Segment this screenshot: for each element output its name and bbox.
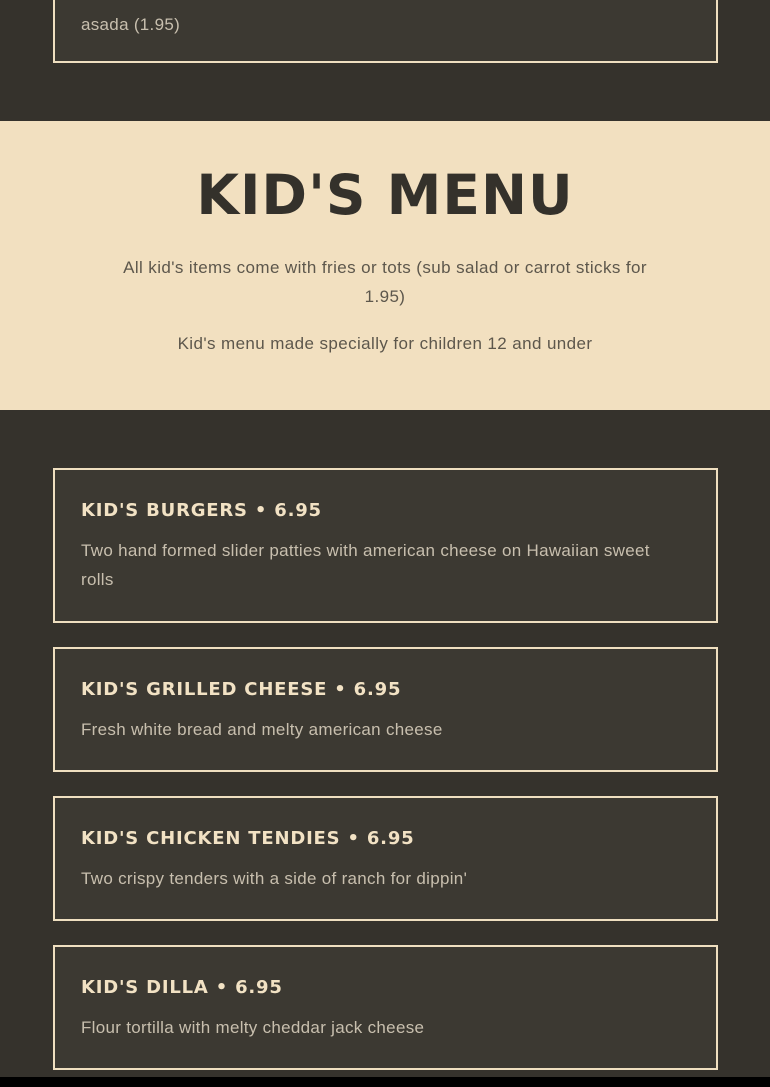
menu-item-card-kids-dilla xyxy=(53,945,718,1070)
bottom-edge-bar xyxy=(0,1077,770,1087)
kids-menu-age-note: Kid's menu made specially for children 12 and under xyxy=(177,334,593,353)
menu-item-description: Flour tortilla with melty cheddar jack cheese xyxy=(81,1018,425,1037)
menu-item-card-kids-chicken-tendies xyxy=(53,796,718,921)
previous-item-description: asada (1.95) xyxy=(81,15,181,34)
kids-menu-sides-note: All kid's items come with fries or tots (sub salad or carrot sticks for 1.95) xyxy=(123,258,647,306)
menu-item-title: KID'S CHICKEN TENDIES • 6.95 xyxy=(81,828,415,849)
menu-item-title: KID'S DILLA • 6.95 xyxy=(81,977,283,998)
menu-item-description: Fresh white bread and melty american cheese xyxy=(81,720,443,739)
menu-item-title: KID'S GRILLED CHEESE • 6.95 xyxy=(81,679,402,700)
kids-menu-banner xyxy=(0,121,770,410)
previous-menu-item-card xyxy=(53,0,718,63)
menu-item-card-kids-burgers xyxy=(53,468,718,623)
menu-item-description: Two crispy tenders with a side of ranch for dippin' xyxy=(81,869,468,888)
menu-item-card-kids-grilled-cheese xyxy=(53,647,718,772)
kids-menu-heading: KID'S MENU xyxy=(196,163,574,227)
menu-item-title: KID'S BURGERS • 6.95 xyxy=(81,500,322,521)
menu-item-description: Two hand formed slider patties with american cheese on Hawaiian sweet rolls xyxy=(81,541,650,589)
